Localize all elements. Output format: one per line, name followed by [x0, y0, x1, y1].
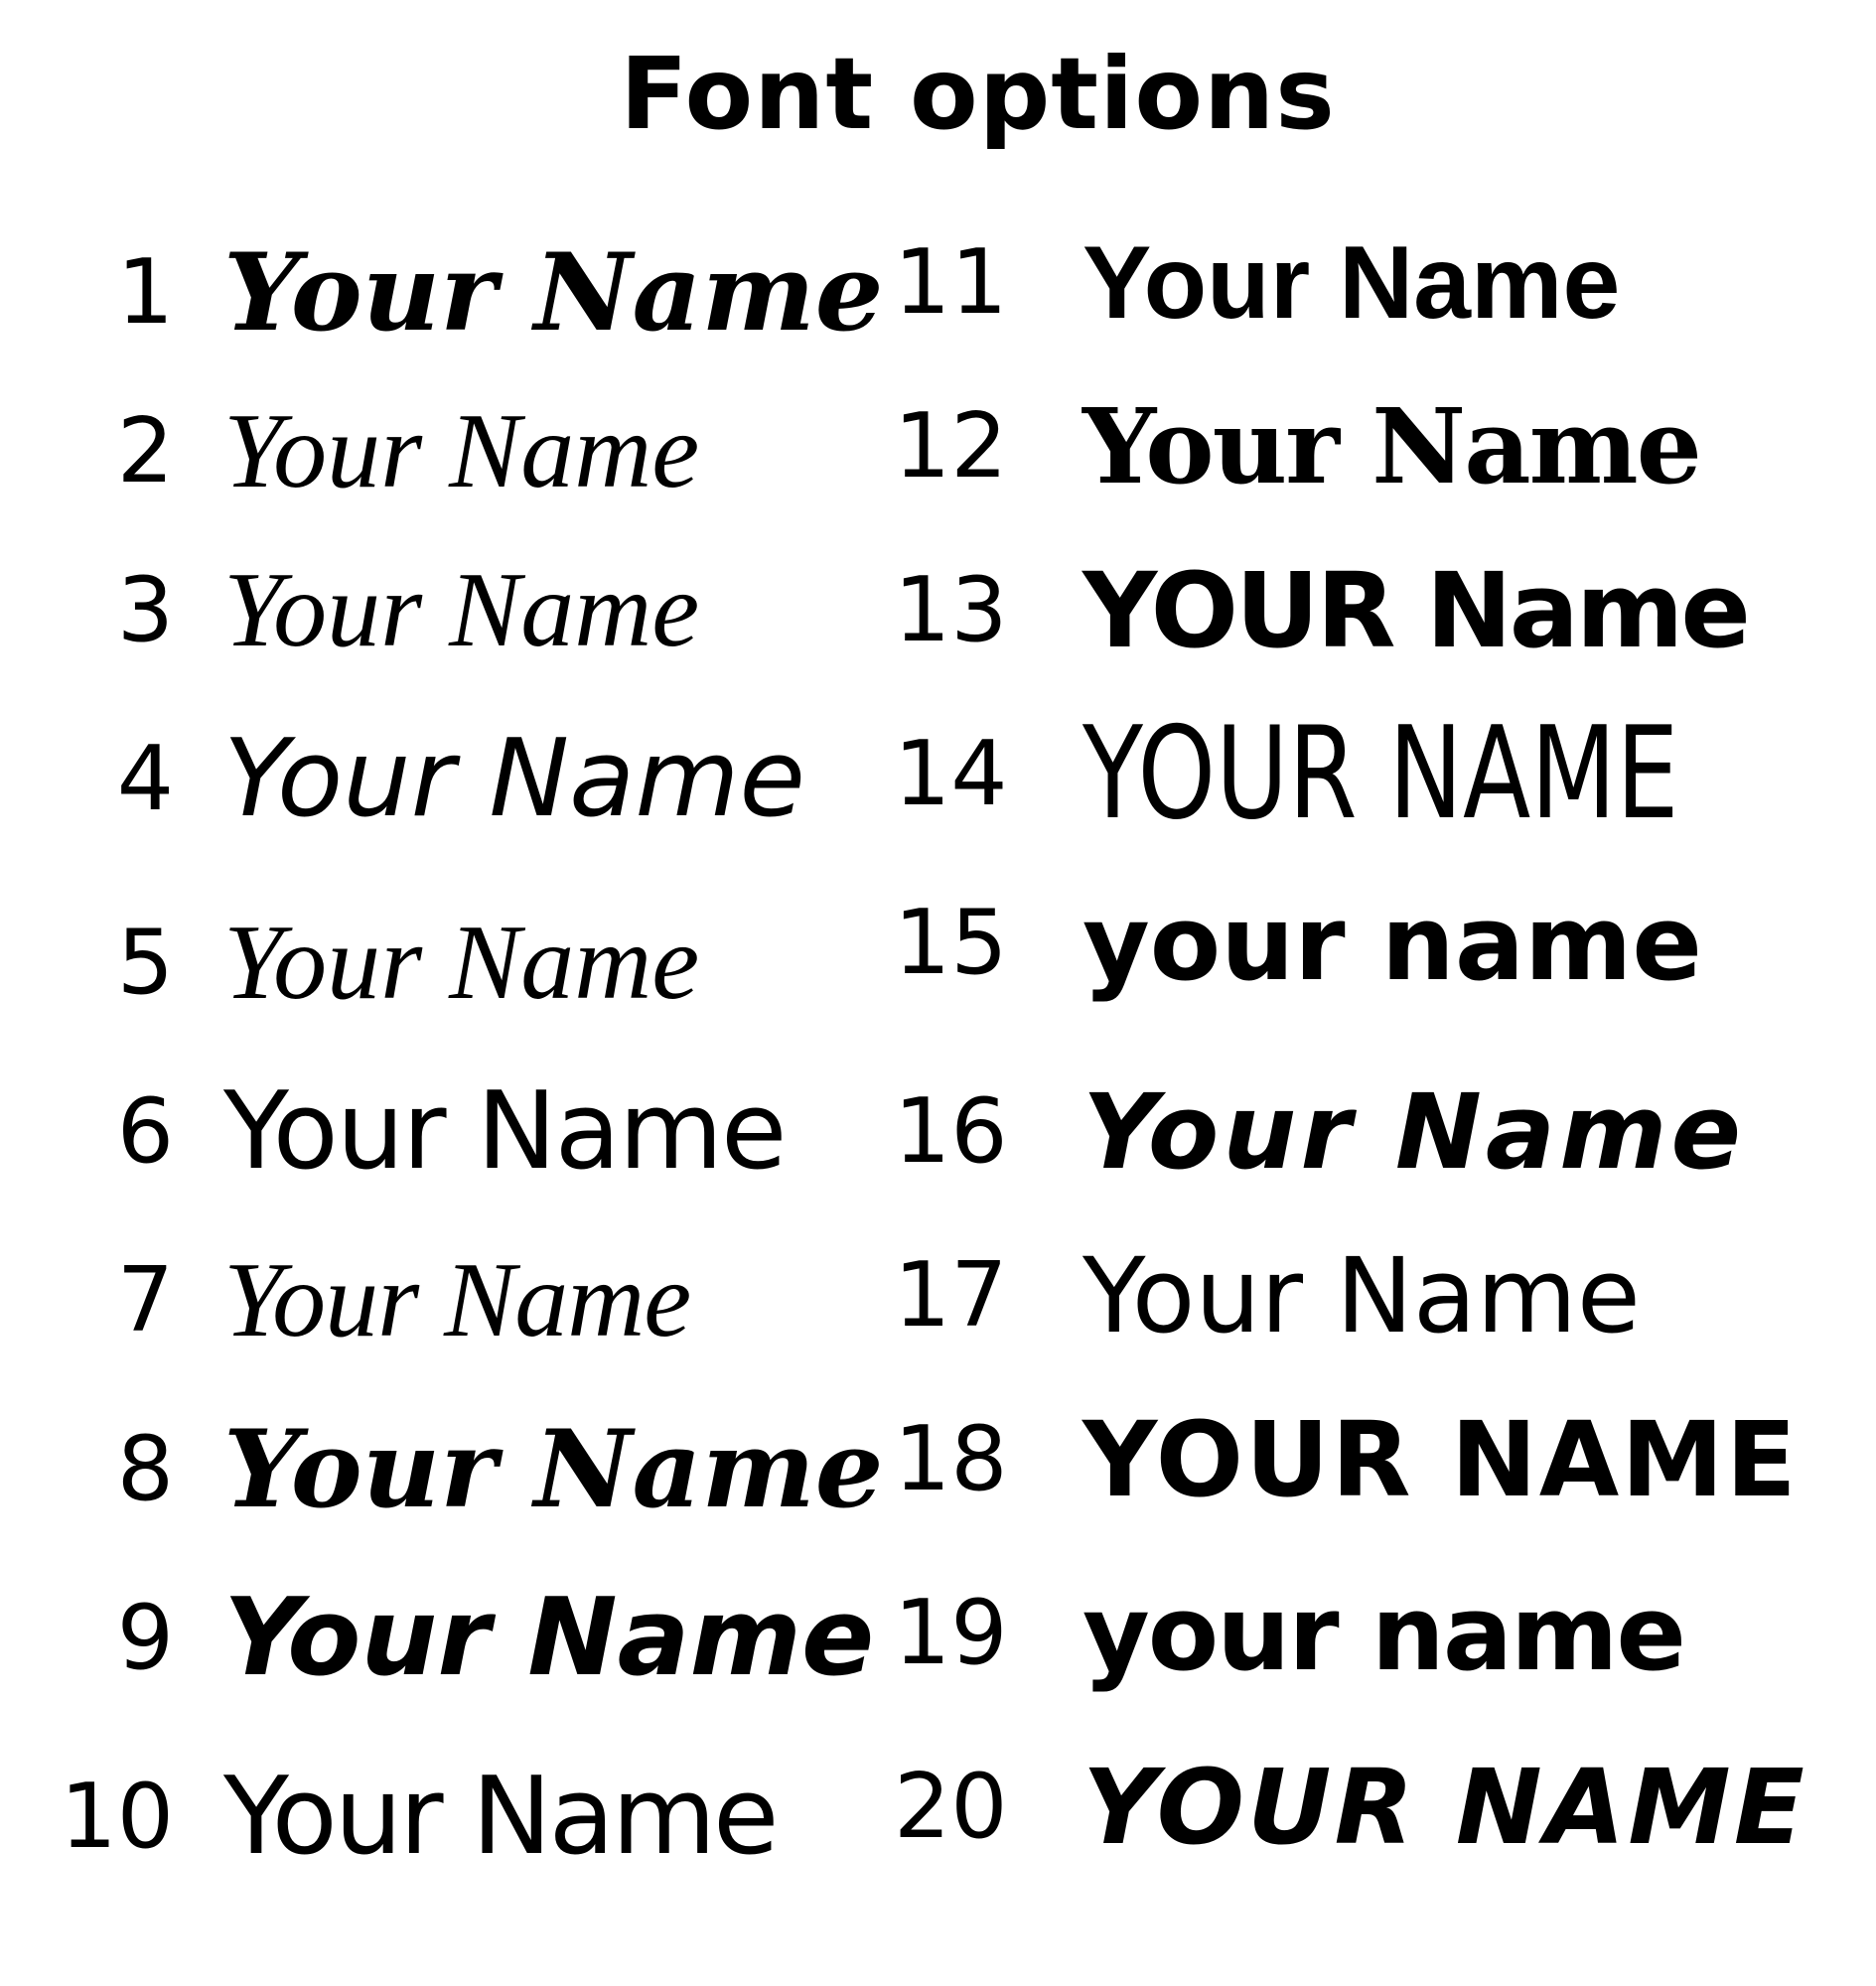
- font-sample: Your Name: [1082, 1235, 1641, 1356]
- option-number: 20: [894, 1755, 1008, 1859]
- font-sample: Your Name: [1082, 225, 1621, 341]
- option-number: 16: [894, 1079, 1008, 1184]
- option-number: 18: [894, 1407, 1008, 1511]
- option-number: 10: [60, 1765, 174, 1869]
- font-sample: Your Name: [1082, 385, 1700, 507]
- font-sample: Your Name: [223, 904, 700, 1022]
- option-number: 15: [894, 891, 1008, 995]
- option-number: 17: [894, 1243, 1008, 1348]
- font-sample: Your Name: [223, 717, 805, 841]
- font-sample: YOUR Name: [1082, 550, 1748, 671]
- option-number: 3: [116, 558, 174, 662]
- font-sample: Your Name: [223, 1241, 691, 1359]
- option-number: 5: [116, 911, 174, 1015]
- option-number: 6: [116, 1079, 174, 1184]
- option-number: 1: [116, 240, 174, 345]
- font-sample: YOUR NAME: [1082, 1399, 1799, 1520]
- option-number: 14: [894, 722, 1008, 826]
- font-sample: Your Name: [223, 230, 884, 355]
- font-sample: Your Name: [223, 392, 700, 510]
- option-number: 4: [116, 727, 174, 831]
- font-sample: Your Name: [223, 1755, 777, 1879]
- option-number: 11: [894, 230, 1008, 335]
- font-sample: YOUR NAME: [1082, 1747, 1807, 1868]
- option-number: 12: [894, 394, 1008, 498]
- option-number: 13: [894, 558, 1008, 662]
- font-sample: YOUR NAME: [1082, 700, 1679, 848]
- font-sample: Your Name: [1082, 1071, 1746, 1193]
- font-sample: Your Name: [223, 1069, 786, 1194]
- option-number: 9: [116, 1586, 174, 1690]
- option-number: 19: [894, 1581, 1008, 1685]
- font-sample: Your Name: [223, 1407, 884, 1532]
- font-sample: Your Name: [223, 551, 700, 669]
- page-title: Font options: [620, 36, 1336, 152]
- option-number: 7: [116, 1248, 174, 1352]
- option-number: 2: [116, 399, 174, 503]
- option-number: 8: [116, 1417, 174, 1521]
- font-sample: Your Name: [223, 1576, 875, 1700]
- font-sample: your name: [1082, 883, 1702, 1004]
- font-sample: your name: [1082, 1573, 1684, 1694]
